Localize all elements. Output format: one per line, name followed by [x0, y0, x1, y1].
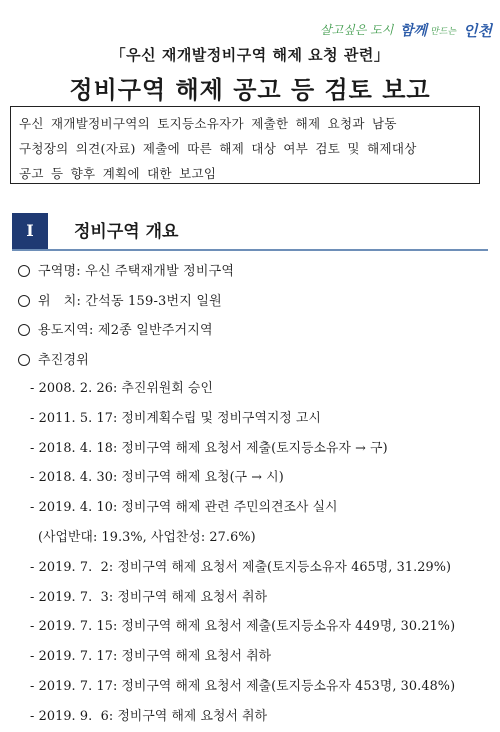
timeline-item: - 2018. 4. 18: 정비구역 해제 요청서 제출(토지등소유자 → 구): [30, 440, 388, 456]
report-title: 정비구역 해제 공고 등 검토 보고: [69, 76, 431, 104]
timeline-item: - 2019. 9. 6: 정비구역 해제 요청서 취하: [30, 708, 268, 724]
section-number: I: [12, 213, 48, 249]
circle-bullet-icon: [18, 265, 30, 277]
history-timeline: [30, 374, 492, 732]
circle-bullet-icon: [18, 324, 30, 336]
list-item-text: 추진경위: [38, 352, 90, 368]
timeline-item: - 2019. 4. 10: 정비구역 해제 관련 주민의견조사 실시: [30, 500, 338, 516]
list-item-text: 구역명: 우신 주택재개발 정비구역: [38, 264, 235, 279]
timeline-item: - 2019. 7. 2: 정비구역 해제 요청서 제출(토지등소유자 465명, 31.29%): [30, 559, 452, 575]
report-subtitle: 「우신 재개발정비구역 해제 요청 관련」: [110, 46, 390, 64]
list-item-text: 용도지역: 제2종 일반주거지역: [38, 323, 213, 338]
timeline-item: - 2019. 7. 3: 정비구역 해제 요청서 취하: [30, 589, 268, 605]
list-item-text: 위 치: 간석동 159-3번지 일원: [38, 293, 222, 309]
overview-list: [18, 257, 488, 375]
list-item: [18, 346, 488, 376]
timeline-item: - 2019. 7. 17: 정비구역 해제 요청서 제출(토지등소유자 453명, 30.48%): [30, 678, 456, 694]
timeline-item: - 2011. 5. 17: 정비계획수립 및 정비구역지정 고시: [30, 410, 321, 426]
timeline-item: - 2019. 7. 17: 정비구역 해제 요청서 취하: [30, 649, 272, 665]
timeline-item: - 2018. 4. 30: 정비구역 해제 요청(구 → 시): [30, 470, 284, 486]
list-item: [18, 287, 488, 317]
timeline-note: (사업반대: 19.3%, 사업찬성: 27.6%): [38, 529, 256, 545]
list-item: [18, 316, 488, 346]
timeline-item: - 2019. 7. 15: 정비구역 해제 요청서 제출(토지등소유자 449명, 30.21%): [30, 619, 456, 635]
svg-text:함께: 함께: [400, 23, 428, 39]
summary-line: 공고 등 향후 계획에 대한 보고임: [19, 166, 217, 181]
circle-bullet-icon: [18, 295, 30, 307]
timeline-item: - 2008. 2. 26: 추진위원회 승인: [30, 381, 213, 396]
section-title: 정비구역 개요: [74, 222, 179, 242]
section-header: [12, 213, 488, 251]
summary-line: 구청장의 의견(자료) 제출에 따른 해제 대상 여부 검토 및 해제대상: [19, 141, 417, 156]
incheon-slogan-logo: [318, 14, 492, 42]
list-item: [18, 257, 488, 287]
summary-box: [10, 106, 480, 184]
svg-text:살고싶은 도시: 살고싶은 도시: [320, 23, 394, 37]
svg-text:만드는: 만드는: [430, 27, 457, 37]
summary-line: 우신 재개발정비구역의 토지등소유자가 제출한 해제 요청과 남동: [19, 116, 397, 131]
svg-text:인천: 인천: [463, 22, 492, 40]
circle-bullet-icon: [18, 354, 30, 366]
